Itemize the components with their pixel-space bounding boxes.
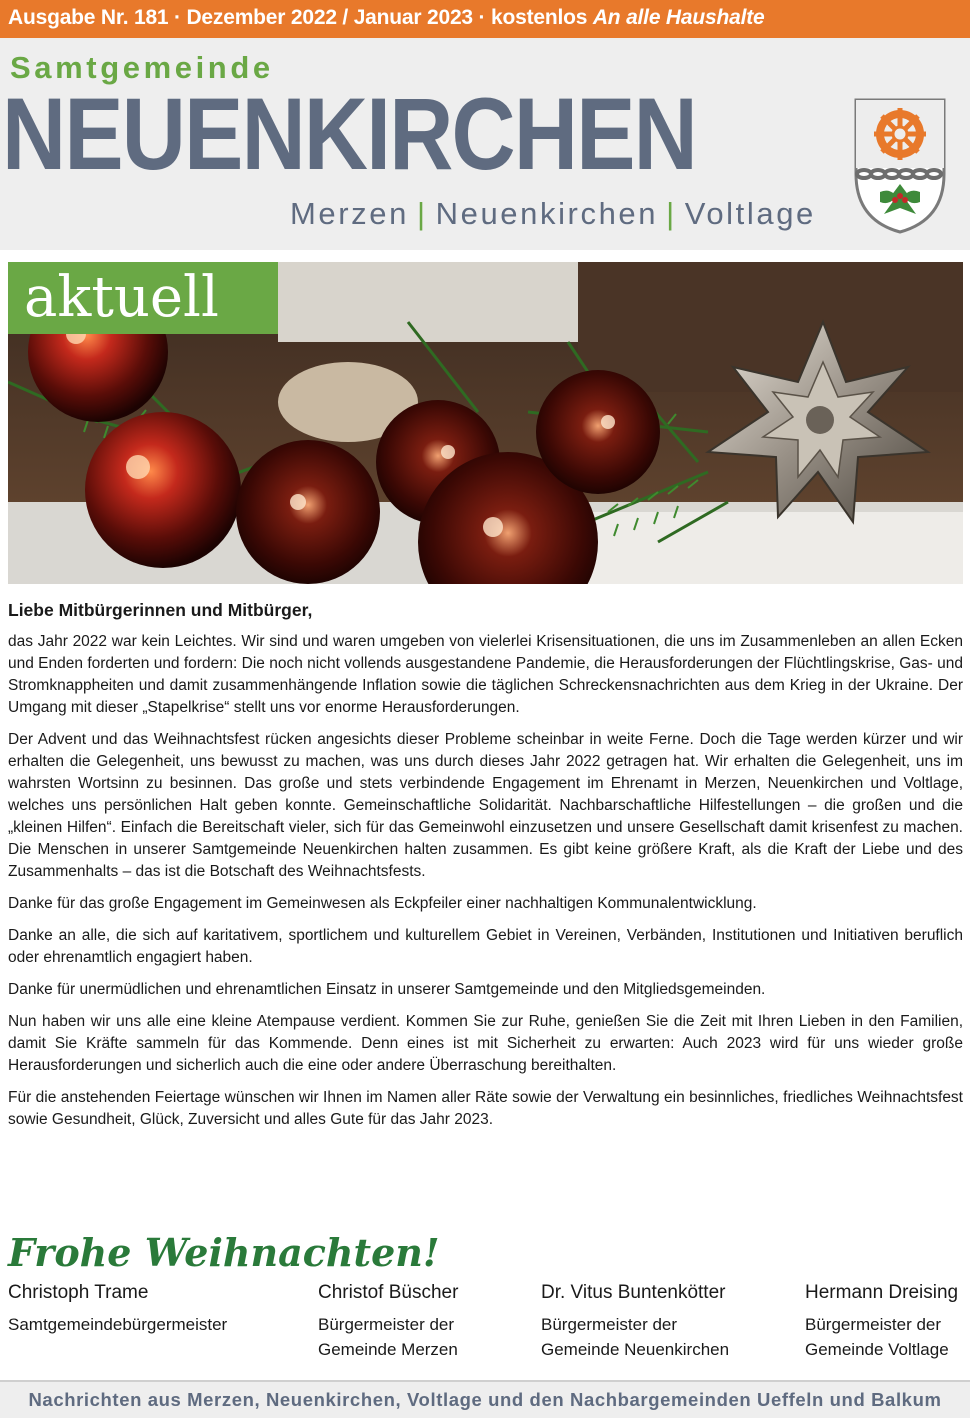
coat-of-arms-icon bbox=[850, 96, 950, 236]
issue-info: Ausgabe Nr. 181 · Dezember 2022 / Januar 2023 · kostenlos bbox=[8, 6, 593, 29]
signature bbox=[805, 1280, 958, 1362]
letter-paragraph: Für die anstehenden Feiertage wünschen wir Ihnen im Namen aller Räte sowie der Verwaltung ein besinnliches, friedliches Weihnachtsfest sowie Gesundheit, Glück, Zuversicht und alles Gute für das Jahr 2023. bbox=[8, 1089, 963, 1128]
footer-banner: Nachrichten aus Merzen, Neuenkirchen, Voltlage und den Nachbargemeinden Ueffeln und Balkum bbox=[0, 1380, 970, 1418]
masthead-towns: Merzen | Neuenkirchen | Voltlage bbox=[290, 196, 816, 231]
masthead bbox=[0, 38, 970, 250]
signature-name: Christof Büscher bbox=[318, 1282, 459, 1303]
letter-paragraph: Danke für unermüdlichen und ehrenamtlichen Einsatz in unserer Samtgemeinde und den Mitgliedsgemeinden. bbox=[8, 981, 766, 998]
section-label: aktuell bbox=[8, 262, 278, 334]
signature-name: Christoph Trame bbox=[8, 1282, 149, 1303]
letter-paragraph: Danke an alle, die sich auf karitativem, sportlichem und kulturellem Gebiet in Vereinen, Verbänden, Institutionen und Initiativen beruflich oder ehrenamtlich engagiert haben. bbox=[8, 927, 963, 966]
signature bbox=[541, 1280, 729, 1362]
letter-paragraph: Danke für das große Engagement im Gemeinwesen als Eckpfeiler einer nachhaltigen Kommunalentwicklung. bbox=[8, 895, 757, 912]
signature bbox=[8, 1280, 227, 1337]
signature-role: Samtgemeindebürgermeister bbox=[8, 1315, 228, 1334]
letter-paragraph: Der Advent und das Weihnachtsfest rücken angesichts dieser Probleme scheinbar in weite Ferne. Doch die Tage werden kürzer und wir erhalten die Gelegenheit, uns bewusst zu machen, was uns durch dieses Jahr 2022 getragen hat. Wir erhalten die Gelegenheit, uns im wahrsten Wortsinn zu besinnen. Das große und stets verbindende Engagement im Ehrenamt in Merzen, Neuenkirchen und Voltlage, welches uns persönlichen Halt geben konnte. Gemeinschaftliche Solidarität. Nachbarschaftliche Hilfestellungen – die großen und die „kleinen Hilfen“. Einfach die Bereitschaft vieler, sich für das Gemeinwohl einzusetzen und unsere Gesellschaft damit krisenfest zu machen. Die Menschen in unserer Samtgemeinde Neuenkirchen halten zusammen. Es gibt keine größere Kraft, als die Kraft der Liebe und des Zusammenhalts – das ist die Botschaft des Weihnachtsfests. bbox=[8, 731, 963, 880]
letter bbox=[8, 600, 963, 1141]
signature bbox=[318, 1280, 458, 1362]
town-neuenkirchen: Neuenkirchen bbox=[435, 196, 659, 231]
signature-name: Hermann Dreising bbox=[805, 1282, 959, 1303]
town-merzen: Merzen bbox=[290, 196, 409, 231]
town-voltlage: Voltlage bbox=[684, 196, 816, 231]
signature-role: Bürgermeister der Gemeinde Neuenkirchen bbox=[541, 1315, 730, 1359]
signature-role: Bürgermeister der Gemeinde Voltlage bbox=[805, 1315, 949, 1359]
letter-greeting: Liebe Mitbürgerinnen und Mitbürger, bbox=[8, 600, 313, 620]
signature-role: Bürgermeister der Gemeinde Merzen bbox=[318, 1315, 458, 1359]
letter-paragraph: das Jahr 2022 war kein Leichtes. Wir sind und waren umgeben von vielerlei Krisensituationen, die uns im Zusammenleben an allen Ecken und Enden forderten und fordern: Die noch nicht vollends ausgestandene Pandemie, die Herausforderungen der Flüchtlingskrise, Gas- und Stromknappheiten und damit zusammenhängende Inflation sowie die täglichen Schreckensnachrichten aus dem Krieg in der Ukraine. Der Umgang mit dieser „Stapelkrise“ stellt uns vor enorme Herausforderungen. bbox=[8, 633, 963, 716]
masthead-kicker: Samtgemeinde bbox=[10, 50, 274, 85]
signature-name: Dr. Vitus Buntenkötter bbox=[541, 1282, 726, 1303]
issue-bar bbox=[0, 0, 970, 38]
signatures bbox=[0, 1280, 970, 1370]
masthead-title: NEUENKIRCHEN bbox=[2, 77, 697, 191]
issue-audience: An alle Haushalte bbox=[592, 6, 765, 29]
christmas-greeting: Frohe Weihnachten! bbox=[8, 1230, 440, 1275]
letter-paragraph: Nun haben wir uns alle eine kleine Atempause verdient. Kommen Sie zur Ruhe, genießen Sie die Zeit mit Ihren Lieben in den Familien, damit Sie Kräfte sammeln für das Kommende. Denn eines ist mit Sicherheit zu erwarten: Auch 2023 wird für uns wieder große Herausforderungen und sicherlich auch die eine oder andere Überraschung bereithalten. bbox=[8, 1013, 963, 1074]
